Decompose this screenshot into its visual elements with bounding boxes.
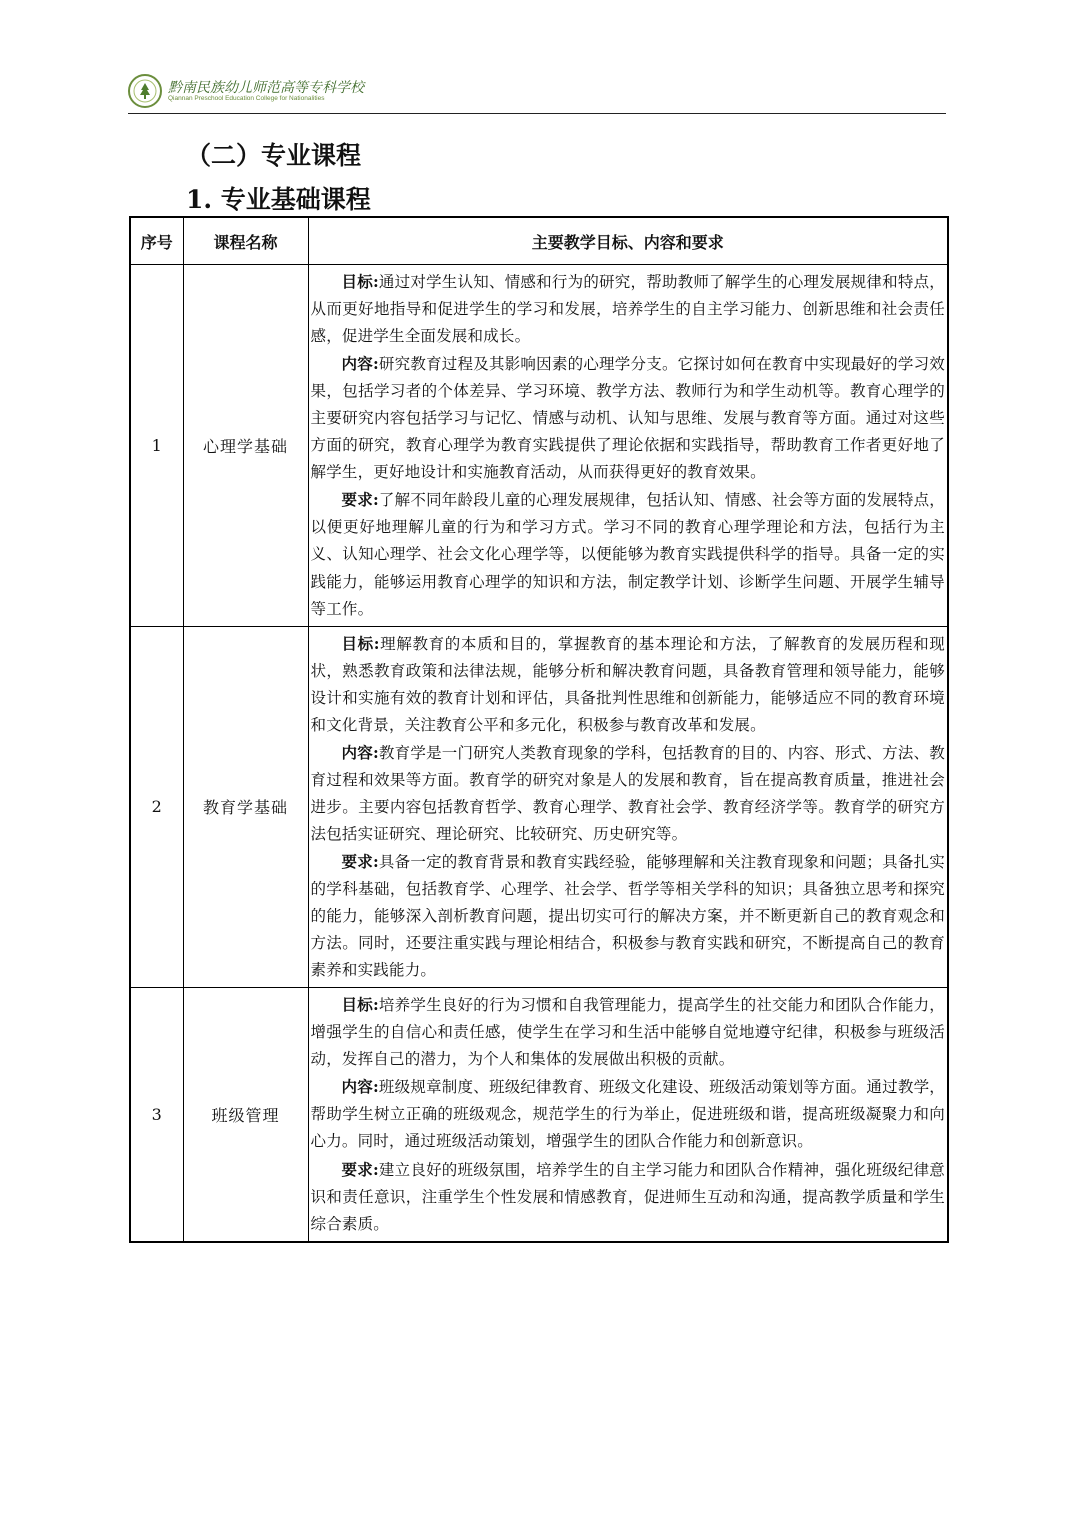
course-name: 心理学基础	[183, 265, 308, 627]
page-header	[128, 72, 946, 114]
course-description	[308, 265, 948, 627]
school-logo-emblem	[128, 74, 162, 108]
content-text: 班级规章制度、班级纪律教育、班级文化建设、班级活动策划等方面。通过教学，帮助学生树立正确的班级观念，规范学生的行为举止，促进班级和谐，提高班级凝聚力和向心力。同时，通过班级活动策划，增强学生的团队合作能力和创新意识。	[310, 1078, 945, 1151]
requirement-text: 建立良好的班级氛围，培养学生的自主学习能力和团队合作精神，强化班级纪律意识和责任意识，注重学生个性发展和情感教育，促进师生互动和沟通，提高教学质量和学生综合素质。	[310, 1160, 945, 1233]
course-description	[308, 626, 948, 988]
school-name-en: Qiannan Preschool Education College for Nationalities	[168, 95, 325, 102]
requirement-text: 了解不同年龄段儿童的心理发展规律，包括认知、情感、社会等方面的发展特点，以便更好地理解儿童的行为和学习方式。学习不同的教育心理学理论和方法，包括行为主义、认知心理学、社会文化心理学等，以便能够为教育实践提供科学的指导。具备一定的实践能力，能够运用教育心理学的知识和方法，制定教学计划、诊断学生问题、开展学生辅导等工作。	[310, 491, 945, 618]
content-paragraph	[311, 350, 946, 486]
content-text: 研究教育过程及其影响因素的心理学分支。它探讨如何在教育中实现最好的学习效果，包括学习者的个体差异、学习环境、教学方法、教师行为和学生动机等。教育心理学的主要研究内容包括学习与记忆、情感与动机、认知与思维、发展与教育等方面。通过对这些方面的研究，教育心理学为教育实践提供了理论依据和实践指导，帮助教育工作者更好地了解学生，更好地设计和实施教育活动，从而获得更好的教育效果。	[310, 355, 945, 482]
requirement-label: 要求:	[341, 490, 379, 510]
course-name: 教育学基础	[183, 626, 308, 988]
content-paragraph	[311, 1073, 946, 1155]
goal-paragraph	[311, 630, 946, 739]
row-number: 1	[130, 265, 183, 627]
goal-paragraph	[311, 991, 946, 1073]
table-row	[130, 988, 948, 1242]
content-label: 内容:	[341, 742, 379, 762]
column-header-name: 课程名称	[183, 217, 308, 265]
requirement-label: 要求:	[341, 851, 379, 871]
goal-text: 理解教育的本质和目的，掌握教育的基本理论和方法，了解教育的发展历程和现状，熟悉教育政策和法律法规，能够分析和解决教育问题，具备教育管理和领导能力，能够设计和实施有效的教育计划和评估，具备批判性思维和创新能力，能够适应不同的教育环境和文化背景，关注教育公平和多元化，积极参与教育改革和发展。	[310, 634, 945, 734]
row-number: 2	[130, 626, 183, 988]
requirement-paragraph	[311, 848, 946, 984]
goal-label: 目标:	[341, 272, 379, 291]
requirement-text: 具备一定的教育背景和教育实践经验，能够理解和关注教育现象和问题；具备扎实的学科基础，包括教育学、心理学、社会学、哲学等相关学科的知识；具备独立思考和探究的能力，能够深入剖析教育问题，提出切实可行的解决方案，并不断更新自己的教育观念和方法。同时，还要注重实践与理论相结合，积极参与教育实践和研究，不断提高自己的教育素养和实践能力。	[310, 852, 945, 980]
goal-label: 目标:	[341, 995, 379, 1015]
column-header-num: 序号	[130, 217, 183, 265]
goal-text: 通过对学生认知、情感和行为的研究，帮助教师了解学生的心理发展规律和特点，从而更好地指导和促进学生的学习和发展，培养学生的自主学习能力、创新思维和社会责任感，促进学生全面发展和成长。	[310, 273, 945, 346]
subsection-title: 1. 专业基础课程	[186, 185, 371, 214]
content-label: 内容:	[341, 1077, 379, 1097]
table-row	[130, 265, 948, 627]
section-title: （二）专业课程	[186, 141, 362, 170]
course-description	[308, 988, 948, 1242]
tree-icon	[132, 78, 158, 104]
goal-label: 目标:	[341, 633, 380, 653]
content-text: 教育学是一门研究人类教育现象的学科，包括教育的目的、内容、形式、方法、教育过程和效果等方面。教育学的研究对象是人的发展和教育，旨在提高教育质量，推进社会进步。主要内容包括教育哲学、教育心理学、教育社会学、教育经济学等。教育学的研究方法包括实证研究、理论研究、比较研究、历史研究等。	[310, 743, 945, 843]
course-table	[129, 216, 949, 1243]
header-divider	[128, 113, 946, 114]
requirement-paragraph	[311, 486, 946, 622]
requirement-label: 要求:	[341, 1159, 379, 1179]
requirement-paragraph	[311, 1156, 946, 1238]
table-row	[130, 626, 948, 988]
goal-text: 培养学生良好的行为习惯和自我管理能力，提高学生的社交能力和团队合作能力，增强学生的自信心和责任感，使学生在学习和生活中能够自觉地遵守纪律，积极参与班级活动，发挥自己的潜力，为个人和集体的发展做出积极的贡献。	[310, 996, 945, 1069]
goal-paragraph	[311, 268, 946, 350]
row-number: 3	[130, 988, 183, 1242]
column-header-content: 主要教学目标、内容和要求	[308, 217, 948, 265]
content-label: 内容:	[341, 354, 379, 374]
course-name: 班级管理	[183, 988, 308, 1242]
content-paragraph	[311, 739, 946, 848]
school-name: 黔南民族幼儿师范高等专科学校	[168, 80, 364, 96]
table-header-row	[130, 217, 948, 265]
